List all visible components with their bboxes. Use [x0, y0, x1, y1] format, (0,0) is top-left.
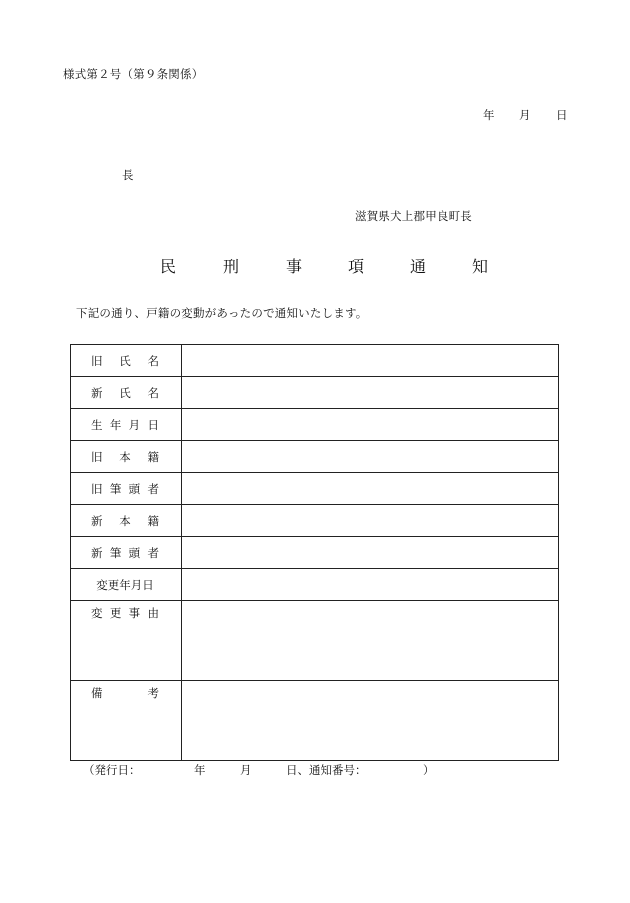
- row-label: [71, 513, 181, 529]
- row-label-char: 名: [147, 353, 159, 368]
- table-row: [71, 505, 559, 537]
- row-label-char: 由: [147, 606, 159, 620]
- title-char: 知: [472, 257, 489, 276]
- table-row: [71, 473, 559, 505]
- row-label-char: 筆: [109, 545, 122, 560]
- intro-text: 下記の通り、戸籍の変動があったので通知いたします。: [76, 306, 368, 320]
- footer-month: 月: [240, 763, 252, 777]
- sender-name: 滋賀県犬上郡甲良町長: [355, 209, 472, 223]
- row-label-char: 新: [91, 385, 103, 400]
- row-label-char: 旧: [91, 481, 103, 496]
- row-label-char: 筆: [109, 481, 122, 496]
- row-value-field[interactable]: [182, 537, 559, 569]
- title-char: 項: [348, 257, 365, 276]
- row-label-char: 変: [91, 606, 103, 620]
- row-label-cell: [71, 409, 182, 441]
- row-label-cell: [71, 681, 182, 761]
- row-label: [71, 481, 181, 497]
- row-label-char: 生: [91, 417, 103, 432]
- row-label-cell: [71, 505, 182, 537]
- row-label-char: 年: [109, 417, 122, 432]
- footer-notice-number-label: 日、通知番号：: [286, 763, 367, 777]
- form-number: 様式第２号（第９条関係）: [63, 67, 204, 81]
- row-label-char: 頭: [128, 481, 141, 496]
- row-label-char: 旧: [91, 353, 103, 368]
- row-label-char: 籍: [147, 449, 159, 464]
- row-label-char: 事: [128, 606, 141, 620]
- row-label-cell: [71, 441, 182, 473]
- row-value-field[interactable]: [182, 473, 559, 505]
- row-label-char: 考: [147, 686, 159, 700]
- row-label-cell: [71, 537, 182, 569]
- title-char: 事: [286, 257, 303, 276]
- row-label-char: 本: [119, 449, 131, 464]
- table-row: [71, 537, 559, 569]
- row-value-field[interactable]: [182, 569, 559, 601]
- footer-year: 年: [194, 763, 206, 777]
- addressee: 長: [122, 168, 134, 182]
- row-label-char: 備: [91, 686, 103, 700]
- row-label: [71, 385, 181, 401]
- row-label-cell: [71, 473, 182, 505]
- row-label-char: 変更年月日: [96, 577, 154, 592]
- row-value-field[interactable]: [182, 505, 559, 537]
- title-char: 通: [410, 257, 427, 276]
- row-label-char: 月: [128, 417, 141, 432]
- date-month-label: 月: [519, 108, 531, 122]
- row-label: [71, 353, 181, 369]
- row-value-field[interactable]: [182, 681, 559, 761]
- row-label-char: 日: [147, 417, 159, 432]
- row-label-char: 更: [109, 606, 122, 620]
- row-label-cell: [71, 569, 182, 601]
- row-value-field[interactable]: [182, 601, 559, 681]
- table-row: [71, 345, 559, 377]
- row-label-char: 旧: [91, 449, 103, 464]
- row-label: [71, 681, 181, 701]
- row-value-field[interactable]: [182, 345, 559, 377]
- row-label-char: 籍: [147, 513, 159, 528]
- row-label: [71, 577, 181, 593]
- row-label-cell: [71, 345, 182, 377]
- row-label-char: 者: [147, 545, 159, 560]
- title-char: 刑: [223, 257, 240, 276]
- row-label-char: 名: [147, 385, 159, 400]
- table-row: [71, 409, 559, 441]
- footer-issue-date-label: （発行日：: [83, 763, 141, 777]
- row-value-field[interactable]: [182, 409, 559, 441]
- row-label-char: 頭: [128, 545, 141, 560]
- row-label-char: 新: [91, 545, 103, 560]
- title-char: 民: [160, 257, 177, 276]
- table-row: [71, 377, 559, 409]
- row-label-char: 氏: [119, 353, 131, 368]
- row-label-char: 者: [147, 481, 159, 496]
- table-row: [71, 441, 559, 473]
- row-label-char: 本: [119, 513, 131, 528]
- notice-table: [70, 344, 559, 761]
- row-value-field[interactable]: [182, 441, 559, 473]
- row-value-field[interactable]: [182, 377, 559, 409]
- footer-close: ）: [423, 763, 435, 777]
- table-row: [71, 569, 559, 601]
- table-row: [71, 601, 559, 681]
- row-label-char: 新: [91, 513, 103, 528]
- row-label-char: 氏: [119, 385, 131, 400]
- row-label: [71, 417, 181, 433]
- row-label-cell: [71, 601, 182, 681]
- row-label: [71, 545, 181, 561]
- date-day-label: 日: [556, 108, 568, 122]
- row-label: [71, 449, 181, 465]
- row-label-cell: [71, 377, 182, 409]
- date-year-label: 年: [483, 108, 495, 122]
- table-row: [71, 681, 559, 761]
- row-label: [71, 601, 181, 621]
